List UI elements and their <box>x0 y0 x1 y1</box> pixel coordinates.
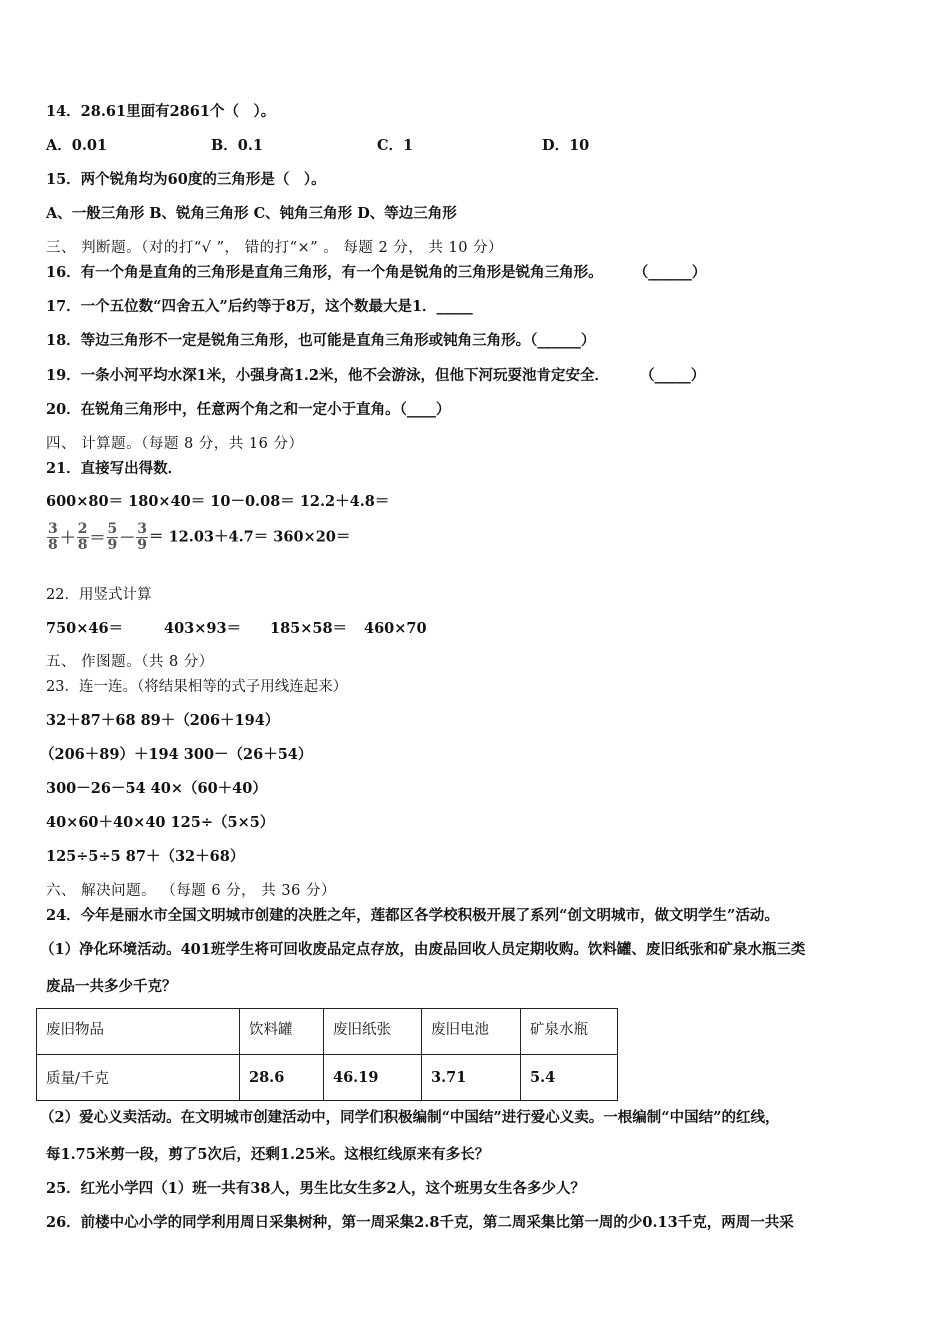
table-header-cell: 废旧电池 <box>422 1009 521 1055</box>
q23-stem: 23．连一连。（将结果相等的式子用线连起来） <box>46 679 348 695</box>
fraction-5-9: $\frac{5}{9}$ <box>107 521 118 553</box>
table-cell: 3.71 <box>422 1055 521 1101</box>
table-cell: 46.19 <box>324 1055 422 1101</box>
q24-part1-line1: （1）净化环境活动。401班学生将可回收废品定点存放，由废品回收人员定期收购。饮料罐、废旧纸张和矿泉水瓶三类 <box>40 941 806 958</box>
q19-blank: （_____） <box>640 367 706 384</box>
q18: 18．等边三角形不一定是锐角三角形，也可能是直角三角形或钝角三角形。（______） <box>46 332 596 349</box>
q16 <box>46 263 706 283</box>
section-4-heading: 四、 计算题。（每题 8 分，共 16 分） <box>46 436 304 452</box>
q19-text: 19．一条小河平均水深1米，小强身高1.2米，他不会游泳，但他下河玩耍池肯定安全． <box>46 367 609 384</box>
q16-text: 16．有一个角是直角的三角形是直角三角形，有一个角是锐角的三角形是锐角三角形。 <box>46 264 603 281</box>
q23-row-4: 40×60＋40×40 125÷（5×5） <box>46 814 275 831</box>
q22-stem: 22．用竖式计算 <box>46 587 152 603</box>
fraction-3-8: $\frac{3}{8}$ <box>48 521 58 553</box>
plus-sign: ＋ <box>59 527 76 547</box>
q24-stem: 24．今年是丽水市全国文明城市创建的决胜之年，莲都区各学校积极开展了系列“创文明城市，做文明学生”活动。 <box>46 907 779 924</box>
q21-row-2 <box>46 522 350 553</box>
fraction-2-8: $\frac{2}{8}$ <box>77 521 88 553</box>
table-cell: 28.6 <box>240 1055 324 1101</box>
q23-row-3: 300－26－54 40×（60＋40） <box>46 780 267 797</box>
waste-table <box>36 1008 618 1101</box>
q22-item-1: 750×46＝ <box>46 620 124 637</box>
fraction-3-9: $\frac{3}{9}$ <box>137 521 148 553</box>
minus-sign: － <box>119 527 136 547</box>
q23-row-5: 125÷5÷5 87＋（32＋68） <box>46 848 245 865</box>
q14-option-a: A．0.01 <box>46 137 108 154</box>
q14-option-b: B．0.1 <box>211 137 263 154</box>
q16-blank: （______） <box>633 264 707 281</box>
q19 <box>46 366 705 386</box>
q15-stem: 15．两个锐角均为60度的三角形是（ ）。 <box>46 171 326 188</box>
table-row <box>37 1055 618 1101</box>
section-6-heading: 六、 解决问题。 （每题 6 分， 共 36 分） <box>46 883 336 899</box>
q14-stem: 14．28.61里面有2861个（ ）。 <box>46 103 276 120</box>
q21-row-2-rest: ＝ 12.03＋4.7＝ 360×20＝ <box>149 528 351 546</box>
q20: 20．在锐角三角形中，任意两个角之和一定小于直角。（____） <box>46 401 451 418</box>
q14-options <box>46 136 746 156</box>
q14-option-d: D．10 <box>542 137 590 154</box>
q24-part2-line2: 每1.75米剪一段，剪了5次后，还剩1.25米。这根红线原来有多长？ <box>46 1146 490 1163</box>
table-header-cell: 废旧物品 <box>37 1009 240 1055</box>
section-3-heading: 三、 判断题。（对的打“√ ”， 错的打“×” 。 每题 2 分， 共 10 分） <box>46 240 504 256</box>
q17: 17．一个五位数“四舍五入”后约等于8万，这个数最大是1．_____ <box>46 298 473 315</box>
table-header-cell: 废旧纸张 <box>324 1009 422 1055</box>
q21-row-1: 600×80＝ 180×40＝ 10－0.08＝ 12.2＋4.8＝ <box>46 493 390 510</box>
table-header-cell: 饮料罐 <box>240 1009 324 1055</box>
table-header-cell: 矿泉水瓶 <box>521 1009 618 1055</box>
q26: 26．前楼中心小学的同学利用周日采集树种，第一周采集2.8千克，第二周采集比第一周的少0.13千克，两周一共采 <box>46 1214 794 1231</box>
q24-part1-line2: 废品一共多少千克？ <box>46 978 177 995</box>
q15-options: A、一般三角形 B、锐角三角形 C、钝角三角形 D、等边三角形 <box>46 205 457 222</box>
q21-stem: 21．直接写出得数． <box>46 460 183 477</box>
table-cell: 5.4 <box>521 1055 618 1101</box>
q24-part2-line1: （2）爱心义卖活动。在文明城市创建活动中，同学们积极编制“中国结”进行爱心义卖。一根编制“中国结”的红线， <box>40 1109 780 1126</box>
table-row-label: 质量/千克 <box>37 1055 240 1101</box>
q22-item-2: 403×93＝ <box>164 620 242 637</box>
q23-row-2: （206＋89）＋194 300－（26＋54） <box>40 746 313 763</box>
q22-items <box>46 619 746 639</box>
section-5-heading: 五、 作图题。（共 8 分） <box>46 654 214 670</box>
q14-option-c: C．1 <box>377 137 414 154</box>
q25: 25．红光小学四（1）班一共有38人，男生比女生多2人，这个班男女生各多少人？ <box>46 1180 586 1197</box>
q22-item-4: 460×70 <box>364 620 427 637</box>
q22-item-3: 185×58＝ <box>270 620 348 637</box>
equals-sign: ＝ <box>89 527 106 547</box>
q23-row-1: 32＋87＋68 89＋（206＋194） <box>46 712 280 729</box>
table-header-row <box>37 1009 618 1055</box>
